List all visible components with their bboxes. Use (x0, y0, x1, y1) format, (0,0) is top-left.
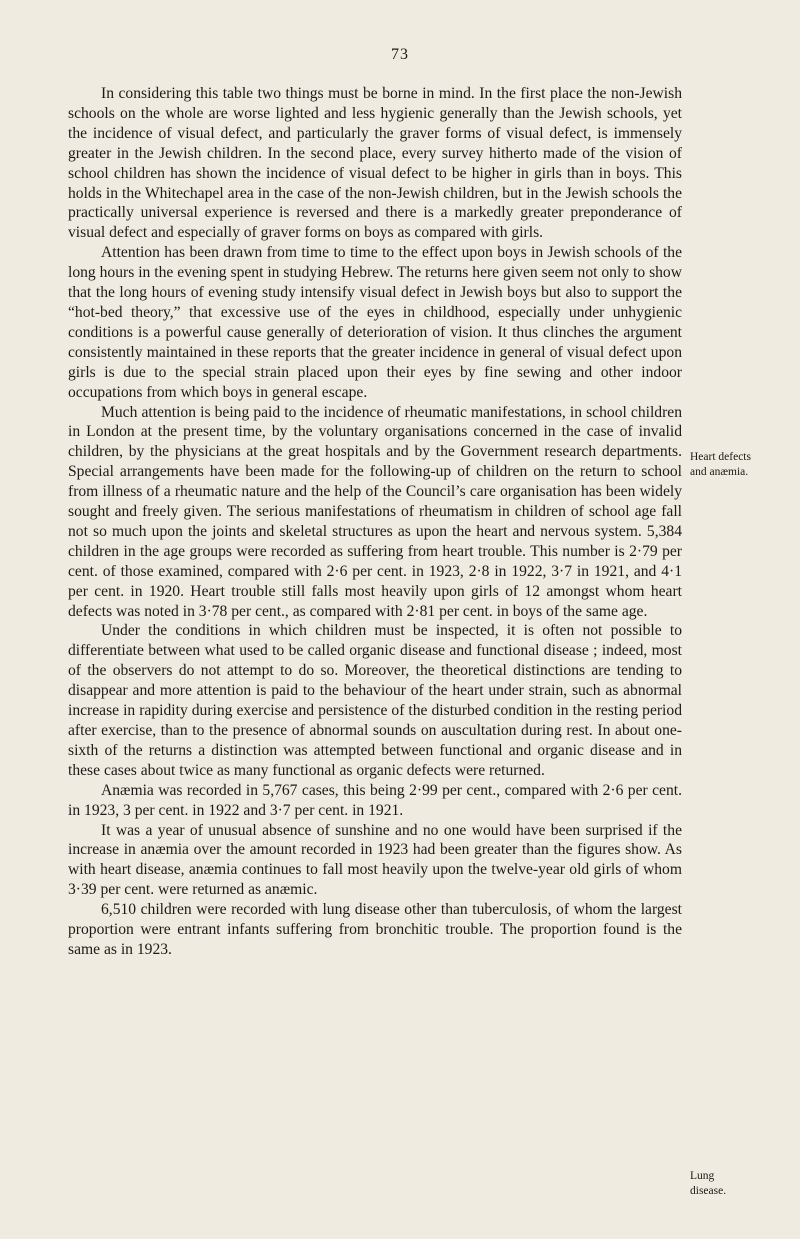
margin-note-line: and anæmia. (690, 466, 749, 478)
margin-note-lung-disease (690, 1169, 796, 1199)
paragraph-lung-disease: 6,510 children were recorded with lung disease other than tuberculosis, of whom the largest proportion were entrant infants suffering from bronchitic trouble. The proportion found is the same as in 1923. (68, 901, 682, 958)
margin-note-line: disease. (690, 1185, 727, 1197)
paragraph-rheumatic-heart: Much attention is being paid to the incidence of rheumatic manifestations, in school children in London at the present time, by the voluntary organisations concerned in the case of invalid children, by the physicians at the great hospitals and by the Government research departments. Special arrangements have been made for the following-up of children on the return to school from illness of a rheumatic nature and the help of the Council’s care organisation has been widely sought and freely given. The serious manifestations of rheumatism in children of school age fall not so much upon the joints and skeletal structures as upon the heart and nervous system. 5,384 children in the age groups were recorded as suffering from heart trouble. This number is 2·79 per cent. of those examined, compared with 2·6 per cent. in 1923, 2·8 in 1922, 3·7 in 1921, and 4·1 per cent. in 1920. Heart trouble still falls most heavily upon girls of 12 amongst whom heart defects was noted in 3·78 per cent., as compared with 2·81 per cent. in boys of the same age. (68, 403, 682, 620)
paragraph-organic-functional: Under the conditions in which children must be inspected, it is often not possible to differentiate between what used to be called organic disease and functional disease ; indeed, most of the observers do not attempt to do so. Moreover, the theoretical distinctions are tending to disappear and more attention is paid to the behaviour of the heart under strain, such as abnormal increase in rapidity during exercise and persistence of the disturbed condition in the resting period after exercise, than to the presence of abnormal sounds on auscultation during rest. In about one-sixth of the returns a distinction was attempted between functional and organic disease and in these cases about twice as many functional as organic defects were returned. (68, 622, 682, 779)
margin-note-line: Heart defects (690, 451, 751, 463)
margin-note-heart-defects (690, 450, 796, 480)
body-text (68, 84, 682, 960)
paragraph-sunshine-anaemia: It was a year of unusual absence of sunshine and no one would have been surprised if the increase in anæmia over the amount recorded in 1923 had been greater than the figures show. As with heart disease, anæmia continues to fall most heavily upon the twelve-year old girls of whom 3·39 per cent. were returned as anæmic. (68, 821, 682, 899)
margin-note-line: Lung (690, 1170, 715, 1182)
page-number: 73 (391, 46, 409, 63)
paragraph-evening-study: Attention has been drawn from time to time to the effect upon boys in Jewish schools of the long hours in the evening spent in studying Hebrew. The returns here given seem not only to show that the long hours of evening study intensify visual defect in Jewish boys but also to support the “hot-bed theory,” that excessive use of the eyes in childhood, especially under unhygienic conditions is a powerful cause generally of deterioration of vision. It thus clinches the argument consistently maintained in these reports that the greater incidence in general of visual defect upon girls is due to the special strain placed upon their eyes by fine sewing and other indoor occupations from which boys in general escape. (68, 244, 682, 401)
paragraph-anaemia-rates: Anæmia was recorded in 5,767 cases, this being 2·99 per cent., compared with 2·6 per cent. in 1923, 3 per cent. in 1922 and 3·7 per cent. in 1921. (68, 781, 682, 819)
paragraph-visual-defect-table: In considering this table two things must be borne in mind. In the first place the non-Jewish schools on the whole are worse lighted and less hygienic generally than the Jewish schools, yet the incidence of visual defect, and particularly the graver forms of visual defect, is immensely greater in the Jewish children. In the second place, every survey hitherto made of the vision of school children has shown the incidence of visual defect to be higher in girls than in boys. This holds in the Whitechapel area in the case of the non-Jewish children, but in the Jewish schools the practically universal experience is reversed and there is a markedly greater preponderance of visual defect and especially of graver forms on boys as compared with girls. (68, 85, 682, 242)
